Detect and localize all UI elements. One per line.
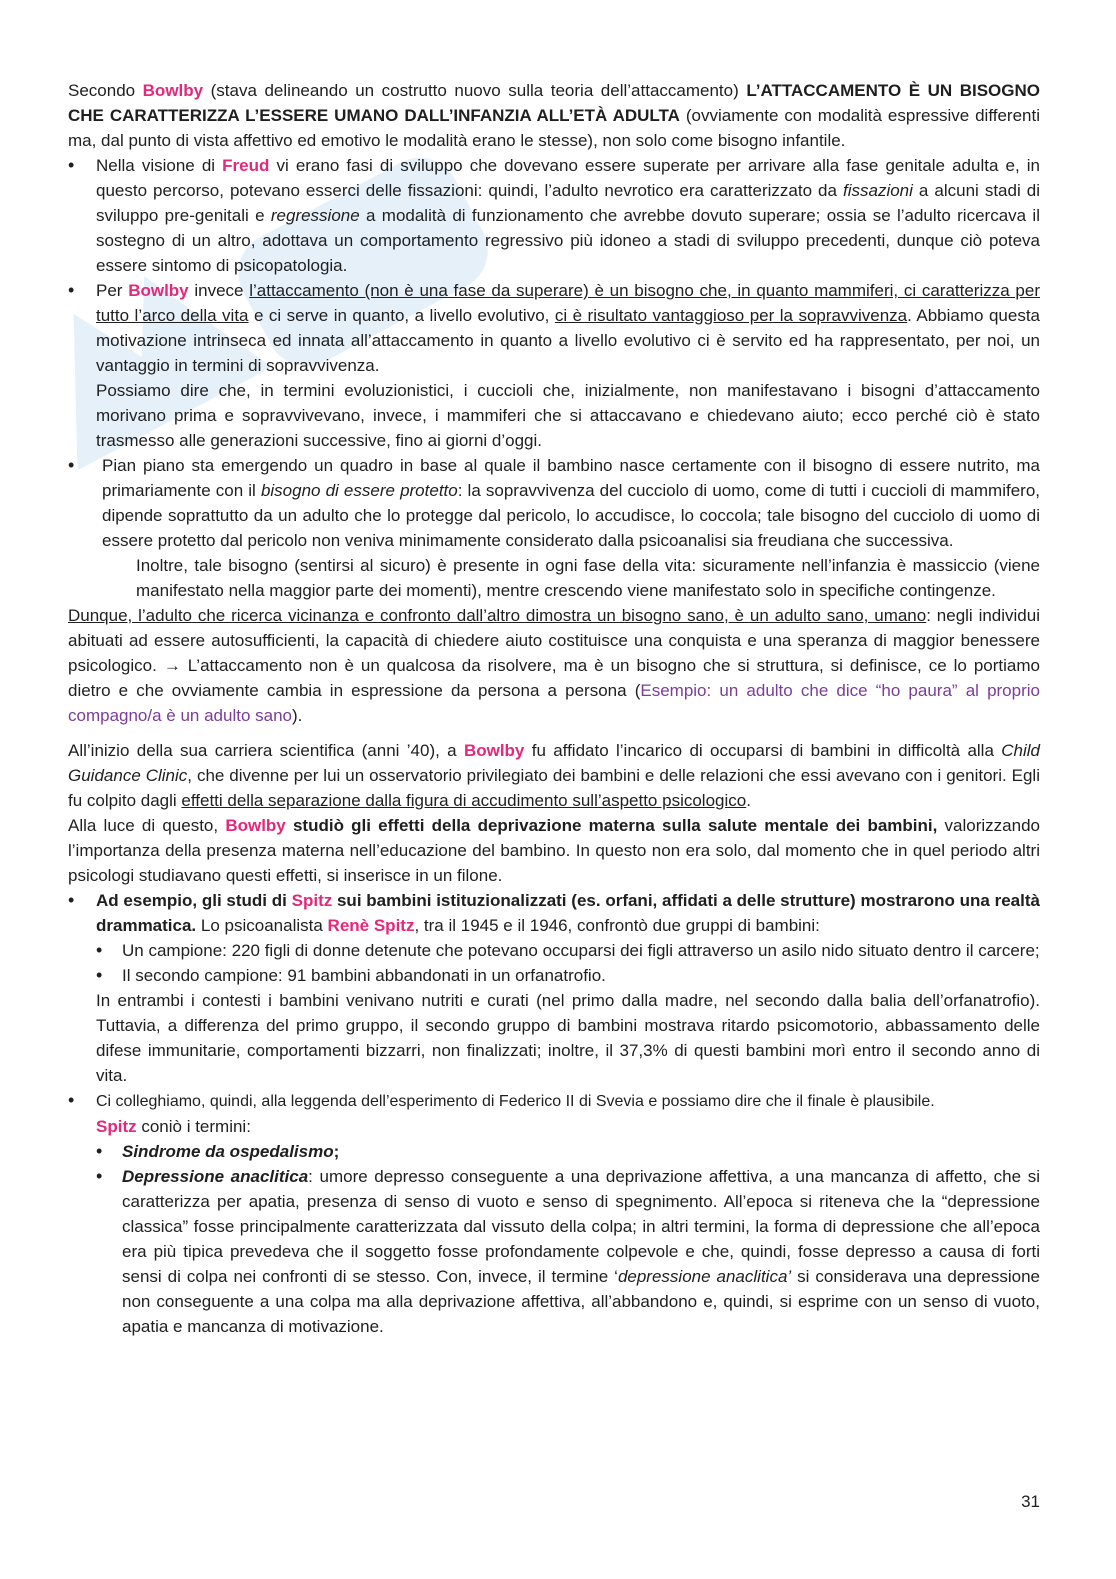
author-name: Freud: [222, 156, 270, 175]
career-paragraph: All’inizio della sua carriera scientifica (anni ’40), a Bowlby fu affidato l’incarico di occuparsi di bambini in difficoltà alla Child Guidance Clinic, che divenne per lui un osservatorio privilegiato dei bambini e delle relazioni che essi avevano con i genitori. Egli fu colpito dagli effetti della separazione dalla figura di accudimento sull’aspetto psicologico.: [68, 741, 1040, 810]
list-item-spitz-study: • Ad esempio, gli studi di Spitz sui bambini istituzionalizzati (es. orfani, affidati a delle strutture) mostrarono una realtà drammatica. Lo psicoanalista Renè Spitz, tra il 1945 e il 1946, confrontò due gruppi di bambini: • Un campione: 220 figli di donne detenute che potevano occuparsi dei figli attraverso un asilo nido situato dentro il carcere; • Il secondo campione: 91 bambini abbandonati in un orfanatrofio. In entrambi i contesti i bambini venivano nutriti e curati (nel primo dalla madre, nel secondo dalla balia dell’orfanatrofio). Tuttavia, a differenza del primo gruppo, il secondo gruppo di bambini mostrava ritardo psicomotorio, abbassamento delle difese immunitarie, comportamenti bizzarri, non finalizzati; inoltre, il 37,3% di questi bambini morì entro il secondo anno di vita.: [68, 888, 1040, 1088]
page-number: 31: [1021, 1492, 1040, 1511]
author-name: Spitz: [96, 1117, 137, 1136]
list-item-bowlby: • Per Bowlby invece l’attaccamento (non è una fase da superare) è un bisogno che, in quanto mammiferi, ci caratterizza per tutto l’arco della vita e ci serve in quanto, a livello evolutivo, ci è risultato vantaggioso per la sopravvivenza. Abbiamo questa motivazione intrinseca ed innata all’attaccamento in quanto a livello evolutivo ci è servito ed ha rappresentato, per noi, un vantaggio in termini di sopravvivenza. Possiamo dire che, in termini evoluzionistici, i cuccioli che, inizialmente, non manifestavano i bisogni d’attaccamento morivano prima e sopravvivevano, invece, i mammiferi che si attaccavano e chiedevano aiuto; ecco perché ciò è stato trasmesso alle generazioni successive, fino ai giorni d’oggi.: [68, 278, 1040, 453]
list-item-paragraph: Possiamo dire che, in termini evoluzionistici, i cuccioli che, inizialmente, non manifestavano i bisogni d’attaccamento morivano prima e sopravvivevano, invece, i mammiferi che si attaccavano e chiedevano aiuto; ecco perché ciò è stato trasmesso alle generazioni successive, fino ai giorni d’oggi.: [96, 381, 1040, 450]
conclusion-paragraph: Dunque, l’adulto che ricerca vicinanza e confronto dall’altro dimostra un bisogno sano, è un adulto sano, umano: negli individui abituati ad essere autosufficienti, la capacità di chiedere aiuto costituisce una conquista e una speranza di maggior benessere psicologico. → L’attaccamento non è un qualcosa da risolvere, ma è un bisogno che si struttura, si definisce, ce lo portiamo dietro e che ovviamente cambia in espressione da persona a persona (Esempio: un adulto che dice “ho paura” al proprio compagno/a è un adulto sano).: [68, 606, 1040, 725]
author-name: Spitz: [291, 891, 333, 910]
list-item-protection: • Pian piano sta emergendo un quadro in base al quale il bambino nasce certamente con il bisogno di essere nutrito, ma primariamente con il bisogno di essere protetto: la sopravvivenza del cucciolo di uomo, come di tutti i cuccioli di mammifero, dipende soprattutto da un adulto che lo protegge dal pericolo, lo accudisce, lo coccola; tale bisogno del cucciolo di uomo di essere protetto dal pericolo non veniva minimamente considerato dalla psicoanalisi sia freudiana che successiva. Inoltre, tale bisogno (sentirsi al sicuro) è presente in ogni fase della vita: sicuramente nell’infanzia è massiccio (viene manifestato nella maggior parte dei momenti), mentre crescendo viene manifestato solo in specifiche contingenze.: [68, 453, 1040, 603]
sub-list-item: • Un campione: 220 figli di donne detenute che potevano occuparsi dei figli attraverso un asilo nido situato dentro il carcere;: [96, 938, 1040, 963]
author-name: Bowlby: [128, 281, 189, 300]
arrow-icon: →: [163, 656, 181, 675]
document-page: [68, 78, 1040, 1339]
list-item-freud: • Nella visione di Freud vi erano fasi di sviluppo che dovevano essere superate per arrivare alla fase genitale adulta e, in questo percorso, potevano esserci delle fissazioni: quindi, l’adulto nevrotico era caratterizzato da fissazioni a alcuni stadi di sviluppo pre-genitali e regressione a modalità di funzionamento che avrebbe dovuto superare; ossia se l’adulto ricercava il sostegno di un altro, adottava un comportamento regressivo più idoneo a stadi di sviluppo precedenti, dunque ciò poteva essere sintomo di psicopatologia.: [68, 153, 1040, 278]
author-name: Renè Spitz: [327, 916, 415, 935]
list-item-spitz-terms: • Ci colleghiamo, quindi, alla leggenda dell’esperimento di Federico II di Svevia e possiamo dire che il finale è plausibile. Spitz coniò i termini: • Sindrome da ospedalismo; • Depressione anaclitica: umore depresso conseguente a una deprivazione affettiva, a una mancanza di affetto, che si caratterizza per apatia, presenza di senso di vuoto e senso di spegnimento. All’epoca si riteneva che la “depressione classica” fosse principalmente caratterizzata dal vissuto della colpa; in altri termini, la forma di depressione che all’epoca era più tipica prevedeva che il soggetto fosse profondamente colpevole e che, quindi, fosse depresso a causa di forti sensi di colpa nei confronti di se stesso. Con, invece, il termine ‘depressione anaclitica’ si considerava una depressione non conseguente a una colpa ma alla deprivazione affettiva, all’abbandono e, quindi, si esprime con un senso di vuoto, apatia e mancanza di motivazione.: [68, 1088, 1040, 1339]
deprivation-paragraph: Alla luce di questo, Bowlby studiò gli effetti della deprivazione materna sulla salute mentale dei bambini, valorizzando l’importanza della presenza materna nell’educazione del bambino. In questo non era solo, dal momento che in quel periodo altri psicologi studiavano questi effetti, si inserisce in un filone.: [68, 816, 1040, 885]
sub-list-item: • Depressione anaclitica: umore depresso conseguente a una deprivazione affettiva, a una mancanza di affetto, che si caratterizza per apatia, presenza di senso di vuoto e senso di spegnimento. All’epoca si riteneva che la “depressione classica” fosse principalmente caratterizzata dal vissuto della colpa; in altri termini, la forma di depressione che all’epoca era più tipica prevedeva che il soggetto fosse profondamente colpevole e che, quindi, fosse depresso a causa di forti sensi di colpa nei confronti di se stesso. Con, invece, il termine ‘depressione anaclitica’ si considerava una depressione non conseguente a una colpa ma alla deprivazione affettiva, all’abbandono e, quindi, si esprime con un senso di vuoto, apatia e mancanza di motivazione.: [96, 1164, 1040, 1339]
bullet-list-2: [68, 888, 1040, 1339]
list-item-paragraph: In entrambi i contesti i bambini venivano nutriti e curati (nel primo dalla madre, nel secondo dalla balia dell’orfanatrofio). Tuttavia, a differenza del primo gruppo, il secondo gruppo di bambini mostrava ritardo psicomotorio, abbassamento delle difese immunitarie, comportamenti bizzarri, non finalizzati; inoltre, il 37,3% di questi bambini morì entro il secondo anno di vita.: [96, 991, 1040, 1085]
author-name: Bowlby: [142, 81, 204, 100]
bullet-list-1: [68, 153, 1040, 603]
author-name: Bowlby: [225, 816, 286, 835]
sub-list: [70, 938, 1040, 988]
sub-list-item: • Sindrome da ospedalismo;: [96, 1139, 1040, 1164]
intro-paragraph: Secondo Bowlby (stava delineando un costrutto nuovo sulla teoria dell’attaccamento) L’ATTACCAMENTO È UN BISOGNO CHE CARATTERIZZA L’ESSERE UMANO DALL’INFANZIA ALL’ETÀ ADULTA (ovviamente con modalità espressive differenti ma, dal punto di vista affettivo ed emotivo le modalità erano le stesse), non solo come bisogno infantile.: [68, 81, 1040, 150]
author-name: Bowlby: [463, 741, 525, 760]
sub-list-item: • Il secondo campione: 91 bambini abbandonati in un orfanatrofio.: [96, 963, 1040, 988]
example-text: Esempio: un adulto che dice “ho paura” al proprio compagno/a è un adulto sano: [68, 681, 1040, 725]
list-item-paragraph: Inoltre, tale bisogno (sentirsi al sicuro) è presente in ogni fase della vita: sicuramente nell’infanzia è massiccio (viene manifestato nella maggior parte dei momenti), mentre crescendo viene manifestato solo in specifiche contingenze.: [136, 556, 1040, 600]
sub-list: [70, 1139, 1040, 1339]
